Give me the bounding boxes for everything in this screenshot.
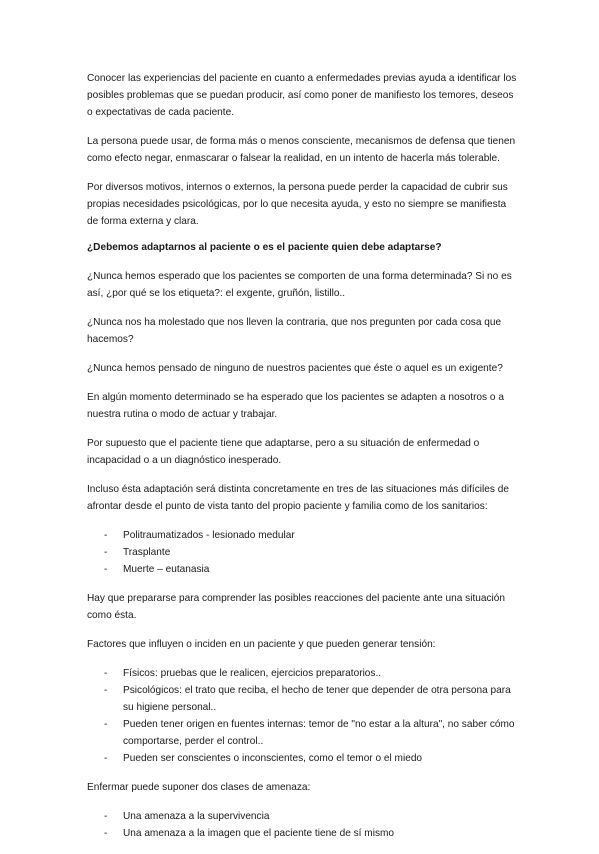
bullet-dash: - (104, 668, 108, 679)
list-item-text: Pueden ser conscientes o inconscientes, como el temor o el miedo (123, 753, 423, 764)
list-item-text: Psicológicos: el trato que reciba, el hecho de tener que depender de otra persona para su higiene personal.. (123, 685, 511, 713)
bullet-dash: - (104, 753, 108, 764)
list-item-text: Muerte – eutanasia (123, 564, 210, 575)
list-item-text: Pueden tener origen en fuentes internas: temor de "no estar a la altura", no saber cómo comportarse, perder el control.. (123, 719, 515, 747)
paragraph: Conocer las experiencias del paciente en cuanto a enfermedades previas ayuda a identificar los posibles problemas que se puedan producir, así como poner de manifiesto los temores, deseos o expectativas de cada paciente. (87, 73, 517, 118)
list-item (87, 716, 519, 750)
paragraph: ¿Nunca hemos esperado que los pacientes se comporten de una forma determinada? Si no es así, ¿por qué se los etiqueta?: el exgente, gruñón, listillo.. (87, 271, 512, 299)
paragraph: Incluso ésta adaptación será distinta concretamente en tres de las situaciones más difíciles de afrontar desde el punto de vista tanto del propio paciente y familia como de los sanitarios: (87, 484, 509, 512)
threats-list (87, 808, 519, 842)
bullet-dash: - (104, 811, 108, 822)
paragraph: Por supuesto que el paciente tiene que adaptarse, pero a su situación de enfermedad o incapacidad o a un diagnóstico inesperado. (87, 438, 480, 466)
bullet-dash: - (104, 685, 108, 696)
list-item (87, 682, 519, 716)
bullet-dash: - (104, 547, 108, 558)
paragraph: Por diversos motivos, internos o externos, la persona puede perder la capacidad de cubrir sus propias necesidades psicológicas, por lo que necesita ayuda, y esto no siempre se manifiesta de forma externa y clara. (87, 182, 508, 227)
bullet-dash: - (104, 530, 108, 541)
paragraph: Factores que influyen o inciden en un paciente y que pueden generar tensión: (87, 639, 436, 650)
bullet-dash: - (104, 828, 108, 839)
situations-list (87, 527, 519, 578)
list-item (87, 561, 519, 578)
list-item (87, 544, 519, 561)
list-item (87, 808, 519, 825)
list-item-text: Politraumatizados - lesionado medular (123, 530, 295, 541)
list-item (87, 527, 519, 544)
document-body (87, 70, 519, 854)
paragraph: Hay que prepararse para comprender las posibles reacciones del paciente ante una situación como ésta. (87, 593, 506, 621)
factors-list (87, 665, 519, 767)
bullet-dash: - (104, 564, 108, 575)
list-item (87, 750, 519, 767)
paragraph: Enfermar puede suponer dos clases de amenaza: (87, 782, 311, 793)
list-item-text: Una amenaza a la supervivencia (123, 811, 270, 822)
paragraph: ¿Nunca nos ha molestado que nos lleven la contraria, que nos pregunten por cada cosa que hacemos? (87, 317, 502, 345)
list-item-text: Trasplante (123, 547, 171, 558)
list-item-text: Una amenaza a la imagen que el paciente tiene de sí mismo (123, 828, 395, 839)
bullet-dash: - (104, 719, 108, 730)
paragraph: En algún momento determinado se ha esperado que los pacientes se adapten a nosotros o a nuestra rutina o modo de actuar y trabajar. (87, 392, 504, 420)
paragraph: ¿Nunca hemos pensado de ninguno de nuestros pacientes que éste o aquel es un exigente? (87, 363, 503, 374)
list-item-text: Físicos: pruebas que le realicen, ejercicios preparatorios.. (123, 668, 382, 679)
paragraph: La persona puede usar, de forma más o menos consciente, mecanismos de defensa que tienen como efecto negar, enmascarar o falsear la realidad, en un intento de hacerla más tolerable. (87, 136, 516, 164)
section-question-heading: ¿Debemos adaptarnos al paciente o es el paciente quien debe adaptarse? (87, 242, 442, 253)
list-item (87, 825, 519, 842)
list-item (87, 665, 519, 682)
